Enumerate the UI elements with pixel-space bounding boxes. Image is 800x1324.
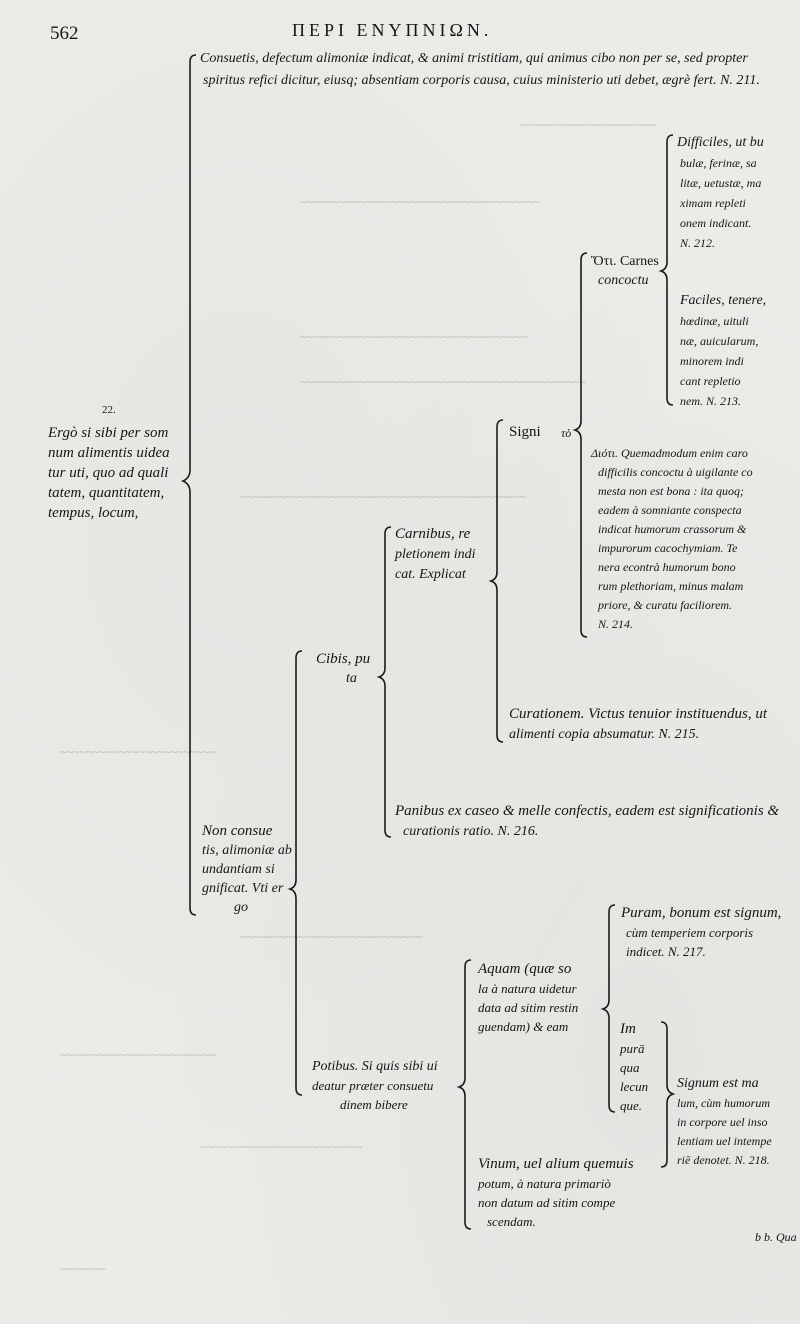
root-line-1: Ergò si sibi per som	[48, 425, 169, 441]
root-line-5: tempus, locum,	[48, 505, 139, 521]
non-consuetis-brace	[290, 651, 302, 1095]
bleed-through-text: ~~~~~~~~~~~~~~~~~~~~~~~~~~~~~~~~~~~~~	[300, 195, 541, 209]
signi-label: Signi	[509, 424, 541, 440]
aquam-line-2: la à natura uidetur	[478, 981, 577, 996]
dioti-line-5: indicat humorum crassorum &	[598, 522, 747, 536]
root-brace	[183, 55, 196, 915]
impuram-line-2: purā	[620, 1041, 645, 1056]
potibus-line-2: deatur præter consuetu	[312, 1078, 434, 1093]
faciles-line-4: minorem indi	[680, 354, 744, 368]
curationem-line-2: alimenti copia absumatur. N. 215.	[509, 727, 700, 742]
dioti-line-3: mesta non est bona : ita quoq;	[598, 484, 744, 498]
non-consuetis-line-4: gnificat. Vti er	[202, 881, 284, 896]
curationem-line-1: Curationem. Victus tenuior instituendus, ut	[509, 706, 768, 722]
dioti-line-4: eadem à somniante conspecta	[598, 503, 742, 517]
consuetis-line-2: spiritus refici dicitur, eiusq; absentiam corporis causa, cuius ministerio uti debet, ægrè fert. N. 211.	[203, 73, 760, 88]
impuram-line-4: lecun	[620, 1079, 649, 1094]
signi-connector: τὸ	[561, 426, 572, 440]
hoti-brace	[661, 135, 673, 405]
dioti-line-1: Διότι. Quemadmodum enim caro	[591, 446, 748, 460]
vinum-line-1: Vinum, uel alium quemuis	[478, 1156, 634, 1172]
puram-line-1: Puram, bonum est signum,	[621, 905, 782, 921]
aquam-brace	[603, 905, 615, 1112]
signum-line-5: riē denotet. N. 218.	[677, 1153, 770, 1167]
difficiles-line-3: litæ, uetustæ, ma	[680, 176, 762, 190]
impuram-brace	[661, 1022, 673, 1167]
hoti-line-2: concoctu	[598, 273, 649, 288]
signum-line-3: in corpore uel inso	[677, 1115, 768, 1129]
dioti-line-2: difficilis concoctu à uigilante co	[598, 465, 753, 479]
difficiles-line-2: bulæ, ferinæ, sa	[680, 156, 757, 170]
difficiles-line-6: N. 212.	[680, 236, 716, 250]
bleed-through-text: ~~~~~~~~~~~~~~~~~~~~~~~~~~~~	[240, 930, 422, 944]
potibus-line-3: dinem bibere	[340, 1097, 408, 1112]
bleed-through-text: ~~~~~~~~~~~~~~~~~~~~~~~~~	[200, 1140, 363, 1154]
carnibus-line-1: Carnibus, re	[395, 526, 471, 542]
hoti-line-1: Ὅτι. Carnes	[591, 254, 659, 269]
root-line-4: tatem, quantitatem,	[48, 485, 165, 501]
potibus-line-1: Potibus. Si quis sibi ui	[312, 1059, 438, 1074]
impuram-line-3: qua	[620, 1060, 640, 1075]
faciles-line-1: Faciles, tenere,	[680, 293, 767, 308]
bleed-through-text: ~~~~~~~~~~~~~~~~~~~~~~~~~~~~~~~~~~~~~~~~~~~~	[240, 490, 526, 504]
impuram-line-1: Im	[620, 1021, 636, 1037]
panibus-line-1: Panibus ex caseo & melle confectis, eadem est significationis &	[395, 803, 780, 819]
puram-line-3: indicet. N. 217.	[626, 944, 706, 959]
carnibus-line-3: cat. Explicat	[395, 567, 466, 582]
cibis-line-2: ta	[346, 671, 357, 686]
root-line-2: num alimentis uidea	[48, 445, 170, 461]
faciles-line-3: næ, auicularum,	[680, 334, 759, 348]
vinum-line-3: non datum ad sitim compe	[478, 1195, 616, 1210]
bleed-through-text: ~~~~~~~~~~~~~~~~~~~~~~~~~~~~~~~~~~~~~~~~~~~~	[300, 375, 586, 389]
panibus-line-2: curationis ratio. N. 216.	[403, 824, 539, 839]
difficiles-line-5: onem indicant.	[680, 216, 752, 230]
non-consuetis-line-1: Non consue	[202, 823, 273, 839]
aquam-line-1: Aquam (quæ so	[478, 961, 572, 977]
faciles-line-2: hœdinæ, uituli	[680, 314, 749, 328]
dioti-line-7: nera econtrà humorum bono	[598, 560, 736, 574]
difficiles-line-1: Difficiles, ut bu	[677, 135, 764, 150]
non-consuetis-line-2: tis, alimoniæ ab	[202, 843, 292, 858]
signum-line-1: Signum est ma	[677, 1076, 759, 1091]
signi-brace	[575, 253, 587, 637]
bleed-through-text: ~~~~~~~~~~~~~~~~~~~~~~~~	[60, 745, 216, 759]
catchword: b b. Qua	[755, 1230, 797, 1244]
bleed-through-text: ~~~~~~~~~~~~~~~~~~~~~~~~	[60, 1048, 216, 1062]
impuram-line-5: que.	[620, 1098, 643, 1113]
running-head: ΠΕΡΙ ΕΝΥΠΝΙΩΝ.	[292, 20, 493, 40]
vinum-line-2: potum, à natura primariò	[478, 1176, 611, 1191]
bleed-through-text: ~~~~~~~~~~~~~~~~~~~~~	[520, 118, 657, 132]
bleed-through-text: ~~~~~~~~~~~~~~~~~~~~~~~~~~~~~~~~~~~	[300, 330, 528, 344]
dioti-line-9: priore, & curatu faciliorem.	[598, 598, 733, 612]
non-consuetis-line-5: go	[234, 900, 248, 915]
faciles-line-6: nem. N. 213.	[680, 394, 741, 408]
dioti-line-10: N. 214.	[598, 617, 634, 631]
aquam-line-4: guendam) & eam	[478, 1019, 569, 1034]
signum-line-4: lentiam uel intempe	[677, 1134, 772, 1148]
faciles-line-5: cant repletio	[680, 374, 741, 388]
section-marker: 22.	[102, 404, 116, 416]
dioti-line-6: impurorum cacochymiam. Te	[598, 541, 738, 555]
carnibus-line-2: pletionem indi	[395, 547, 476, 562]
signum-line-2: lum, cùm humorum	[677, 1096, 770, 1110]
bleed-through-text: ~~~~~~~	[60, 1262, 106, 1276]
non-consuetis-line-3: undantiam si	[202, 862, 275, 877]
consuetis-line-1: Consuetis, defectum alimoniæ indicat, & animi tristitiam, qui animus cibo non per se, sed propter	[200, 51, 748, 66]
cibis-line-1: Cibis, pu	[316, 651, 371, 667]
puram-line-2: cùm temperiem corporis	[626, 925, 754, 940]
page-number: 562	[50, 23, 79, 44]
dioti-line-8: rum plethoriam, minus malam	[598, 579, 744, 593]
root-line-3: tur uti, quo ad quali	[48, 465, 169, 481]
vinum-line-4: scendam.	[487, 1214, 536, 1229]
carnibus-brace	[491, 420, 503, 742]
cibis-brace	[379, 527, 391, 837]
aquam-line-3: data ad sitim restin	[478, 1000, 579, 1015]
difficiles-line-4: ximam repleti	[680, 196, 746, 210]
potibus-brace	[459, 960, 471, 1229]
